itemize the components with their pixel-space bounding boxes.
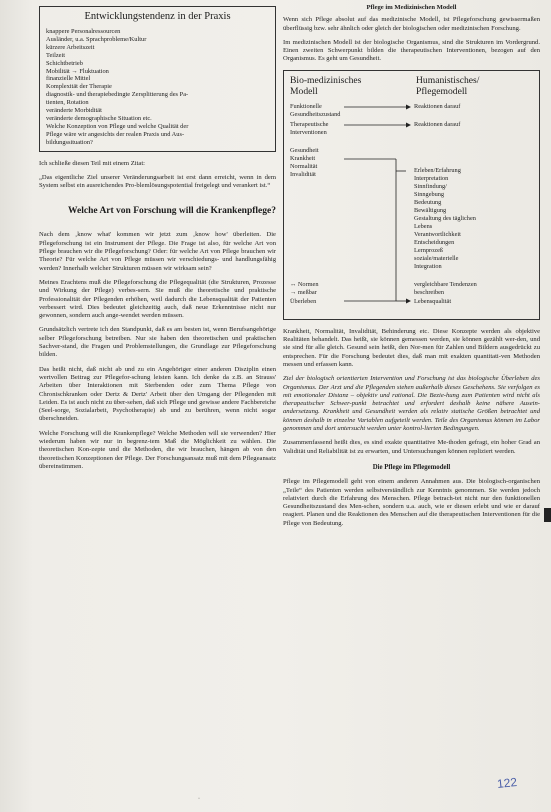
section-heading: Die Pflege im Pflegemodell (372, 463, 451, 471)
diagram-label: Normalität (290, 162, 318, 170)
running-head: Pflege im Medizinischen Modell (366, 4, 457, 11)
diagram-label: ↔ Normen (290, 280, 319, 288)
diagram-label: Therapeutische (290, 120, 329, 128)
diagram-label: Gesundheitszustand (290, 110, 341, 118)
diagram-label: Funktionelle (290, 102, 322, 110)
section-heading: Welche Art von Forschung will die Krankenpflege? (68, 206, 276, 217)
body-paragraph: Im medizinischen Modell ist der biologische Organismus, sind die Strukturen im Vordergrund. Einen zweiten Schwerpunkt bilden die therapeutischen Interventionen, bezogen auf den Organismus. Es geht um Gesundheit. (283, 38, 540, 63)
right-column (283, 4, 540, 534)
diagram-label: Bewältigung (414, 206, 447, 214)
body-paragraph: Wenn sich Pflege absolut auf das medizinische Modell, ist Pflegeforschung gewissermaßen überflüssig bzw. sehr ähnlich oder gleich der biologischen oder medizinischen Forschung. (283, 16, 540, 32)
diagram-label: Entscheidungen (414, 238, 455, 246)
diagram-label: Lernprozeß (414, 246, 444, 254)
footer-mark: · (198, 796, 200, 802)
diagram-label: Sinngebung (414, 190, 445, 198)
left-column (39, 6, 276, 477)
left-model-title: Bio-medizinisches Modell (290, 74, 362, 97)
trend-item: Komplexität der Therapie (46, 83, 112, 91)
body-paragraph: Ziel der biologisch orientierten Intervention und Forschung ist das biologische Überleben des Organismus. Der Arzt und die Pflegenden stehen außerhalb dieses Geschehens. Sie verfolgen es mit emotionaler Distanz – objektiv und rational. Die Bezie-hung zum Patienten wird nicht als therapeutischer Schwer-punkt betrachtet und erfordert deshalb keine nähere Ausein-andersetzung. Krankheit und Gesundheit werden als relativ statische Größen betrachtet und können deshalb in einzelne Variablen aufgeteilt werden. Teile des Organismus können im Labor genommen und dort untersucht werden unter kontrol-lierten Bedingungen. (283, 375, 540, 433)
edge-tab (544, 508, 551, 522)
model-diagram (283, 70, 540, 320)
diagram-label: Verantwortlichkeit (414, 230, 461, 238)
trend-box (39, 6, 276, 152)
diagram-label: Reaktionen darauf (414, 102, 461, 110)
body-paragraph: Grundsätzlich vertrete ich den Standpunkt, daß es am besten ist, wenn Berufsangehörige selber Pflegeforschung betreiben. Nur sie haben den theoretischen und praktischen Sachver-stand, die Fragen und Problemstellungen, die Grundlage zur Pflegeforschung bilden. (39, 326, 276, 359)
trend-item: veränderte Morbidität (46, 107, 102, 115)
trend-item: finanzielle Mittel (46, 75, 91, 83)
diagram-label: Integration (414, 262, 442, 270)
trend-item: knappere Personalressourcen (46, 28, 121, 35)
intro-text: Ich schließe diesen Teil mit einem Zitat: (39, 159, 145, 167)
diagram-label: Interventionen (290, 128, 327, 136)
trend-item: Welche Konzeption von Pflege und welche Qualität der (46, 122, 189, 130)
trend-item: Pflege wäre wir angesichts der realen Praxis und Aus- (46, 130, 185, 138)
trend-item: Teilzeit (46, 51, 66, 59)
diagram-label: Sinnfindung/ (414, 182, 447, 190)
handwritten-page-number: 122 (496, 774, 518, 792)
body-paragraph: Krankheit, Normalität, Invalidität, Behinderung etc. Diese Konzepte werden als objektive Realitäten behandelt. Das heißt, sie können gemessen werden, sie können gezählt wer-den, und sie sind für alle gleich. Gesund sein heißt, den Nor-men für Zahlen und Bildern ausgedrückt zu entsprechen. Für die Forschung bedeutet dies, daß man mit exakten quantitati-ven Methoden messen und erfassen kann. (283, 327, 540, 368)
diagram-label: Erleben/Erfahrung (414, 166, 461, 174)
body-paragraph: Pflege im Pflegemodell geht von einem anderen Annahmen aus. Die biologisch-organischen „Teile“ des Patienten werden selbstverständlich zur Kenntnis genommen. Sie werden jedoch relativiert durch die Erfahrung des Menschen. Pflege betrach-tet nicht nur den funktionellen Gesundheitszustand des Men-schen, sondern u.a. auch, wie er diesen erlebt und wie er darauf reagiert. Planen und die Reaktionen des Menschen auf die therapeutischen Interventionen für die Pflege von Bedeutung. (283, 478, 540, 527)
arrow-head (406, 298, 411, 303)
body-paragraph: Welche Forschung will die Krankenpflege? Welche Methoden will sie verwenden? Hier wiederum haben wir nur in begrenz-tem Maß die Möglichkeit zu wählen. Die theoretischen Kon-zepte und die Methoden, die wir brauchen, hängen ab von den theoretischen Konzeptionen der Pflege. Der Forschungsansatz muß mit dem Pflegeansatz übereinstimmen. (39, 429, 276, 470)
diagram-label: Lebensqualität (414, 297, 452, 305)
diagram-label: beschreiben (414, 288, 445, 296)
trend-item: Mobilität → Fluktuation (46, 67, 109, 75)
diagram-label: → meßbar (290, 288, 317, 296)
body-paragraph: Nach dem ‚know what' kommen wir jetzt zum ‚know how' überleiten. Die Pflegeforschung ist ein Instrument der Pflege. Die Frage ist also, für welche Art von Pflege brauchen wir die Pflegeforschung? Oder: für welche Art von Pflege brauchen wir Theorie? Für welche Art von Pflege müssen wir verschiedungs- und handlungsfähig werden? Innerhalb welcher Strukturen müssen wir wirksam sein? (39, 231, 276, 272)
trend-item: Ausländer, u.a. Sprachprobleme/Kultur (46, 35, 147, 43)
diagram-arrows (284, 71, 539, 319)
diagram-label: Überleben (290, 297, 317, 305)
diagram-label: Interpretation (414, 174, 449, 182)
trend-item: veränderte demographische Situation etc. (46, 114, 152, 122)
diagram-label: Reaktionen darauf (414, 120, 461, 128)
body-paragraph: Das heißt nicht, daß nicht ab und zu ein Angehöriger einer anderen Disziplin einen wertvollen Beitrag zur Pflegefor-schung leisten kann. Ich denke da z.B. an Strauss' Arbeiten über Interaktionen mit Sterbenden oder zum Thema Pflege von Chronischkranken oder Dertz & Dertz' Arbeit über den Umgang der Pflegenden mit Leiden. Es ist auch nicht zu über-sehen, daß sich Pflege und gewisse andere Fachbereiche (Seel-sorge, Sozialarbeit, Psychotherapie) ab und zu berühren, wenn nicht sogar überschneiden. (39, 365, 276, 423)
trend-list (46, 28, 269, 147)
body-paragraph: Meines Erachtens muß die Pflegeforschung die Pflegequalität (die Strukturen, Prozesse und Wirkung der Pflege) verbes-sern. Sie muß die theoretische und praktische Professionalität der Pflegenden erhöhen, weil dadurch die Lebensqualität der Patienten verbessert wird. Dies bedeutet gleichzeitig auch, daß neue Erkenntnisse nicht nur gewonnen, sondern auch ange-wendet werden müssen. (39, 278, 276, 320)
trend-item: kürzere Arbeitszeit (46, 43, 95, 51)
diagram-label: soziale/materielle (414, 254, 459, 262)
arrow-head (406, 104, 411, 109)
diagram-label: Lebens (414, 222, 433, 230)
diagram-label: Invalidität (290, 170, 316, 178)
trend-box-title: Entwicklungstendenz in der Praxis (84, 11, 231, 22)
diagram-label: Krankheit (290, 154, 316, 162)
diagram-label: Gesundheit (290, 146, 319, 154)
diagram-label: Bedeutung (414, 198, 442, 206)
trend-item: Schichtbetrieb (46, 59, 83, 67)
diagram-label: Gestaltung des täglichen (414, 214, 476, 222)
trend-item: diagnostik- und therapiebedingte Zersplitterung des Pa- (46, 91, 189, 99)
trend-item: tienten, Rotation (46, 99, 89, 107)
diagram-label: vergleichbare Tendenzen (414, 280, 477, 288)
body-paragraph: Zusammenfassend heißt dies, es sind exakte quantitative Me-thoden gefragt, ein hoher Grad an Validität und Reliabilität ist zu erwarten, und Untersuchungen können repliziert werden. (283, 439, 540, 455)
arrow-head (406, 122, 411, 127)
quote-text: „Das eigentliche Ziel unserer Veränderungsarbeit ist erst dann erreicht, wenn in dem System selbst ein ausreichendes Pro-blemlösungspotential freigelegt und verankert ist.“ (39, 173, 276, 190)
right-model-title: Humanistisches/ Pflegemodell (416, 74, 480, 97)
trend-item: bildungssituation? (46, 138, 93, 146)
